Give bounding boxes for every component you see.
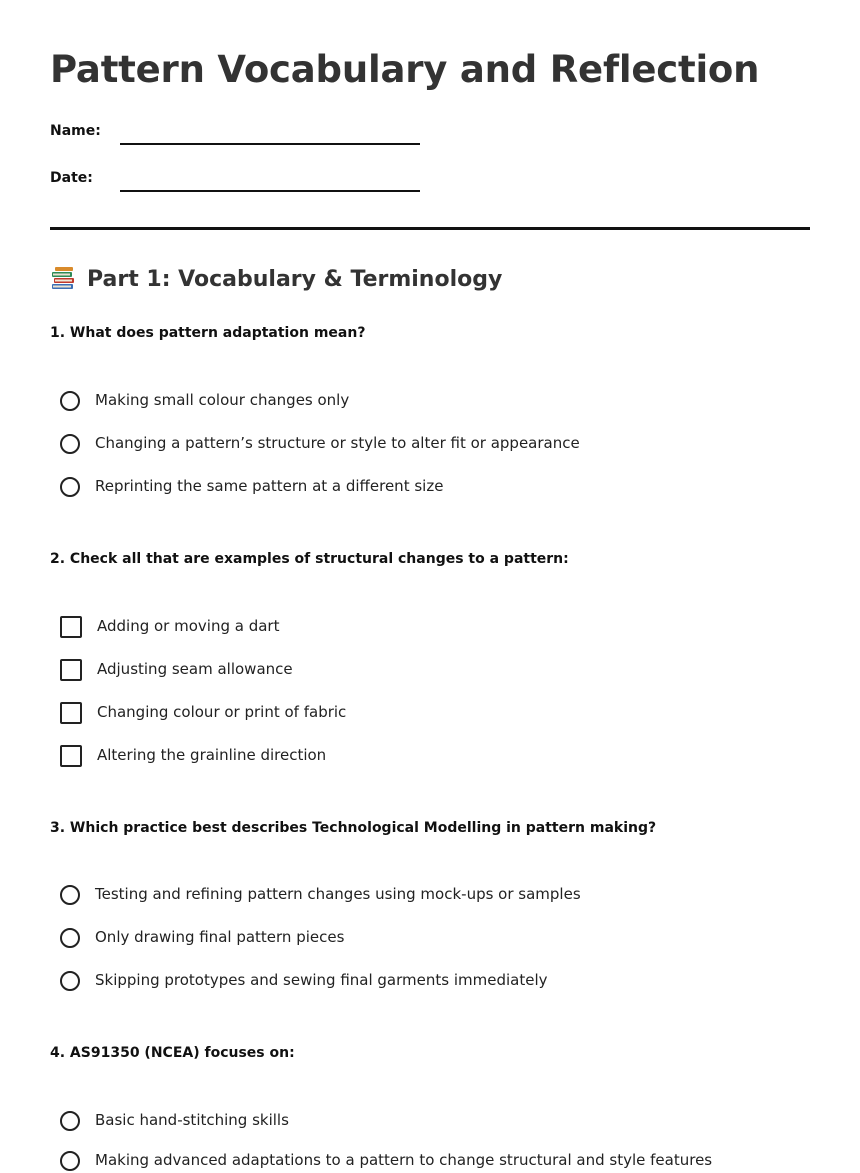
checkbox[interactable] [60, 616, 82, 638]
option-label: Testing and refining pattern changes using mock-ups or samples [95, 885, 581, 903]
option-label: Making small colour changes only [95, 391, 350, 409]
question-text: 4. AS91350 (NCEA) focuses on: [50, 1045, 295, 1061]
date-field [50, 170, 450, 200]
option-label: Only drawing final pattern pieces [95, 928, 345, 946]
option-label: Basic hand-stitching skills [95, 1111, 289, 1129]
question-text: 2. Check all that are examples of structural changes to a pattern: [50, 551, 569, 567]
q3-option-1[interactable] [60, 881, 581, 907]
option-label: Changing a pattern’s structure or style to alter fit or appearance [95, 434, 580, 452]
option-label: Reprinting the same pattern at a different size [95, 477, 444, 495]
option-label: Changing colour or print of fabric [97, 703, 347, 721]
q4-option-2[interactable] [60, 1147, 712, 1173]
section-heading-text: Part 1: Vocabulary & Terminology [87, 266, 503, 292]
option-label: Adjusting seam allowance [97, 660, 293, 678]
question-text: 3. Which practice best describes Technological Modelling in pattern making? [50, 820, 657, 836]
header-divider [50, 227, 810, 230]
q4-option-1[interactable] [60, 1107, 289, 1133]
q2-option-4[interactable] [60, 742, 326, 768]
checkbox[interactable] [60, 745, 82, 767]
option-label: Adding or moving a dart [97, 617, 280, 635]
q2-option-2[interactable] [60, 656, 293, 682]
radio-button[interactable] [60, 434, 80, 454]
radio-button[interactable] [60, 928, 80, 948]
radio-button[interactable] [60, 477, 80, 497]
q2-option-1[interactable] [60, 613, 279, 639]
q1-option-2[interactable] [60, 430, 580, 456]
section-heading [50, 266, 502, 292]
radio-button[interactable] [60, 391, 80, 411]
option-label: Altering the grainline direction [97, 746, 327, 764]
radio-button[interactable] [60, 1151, 80, 1171]
q1-option-3[interactable] [60, 473, 443, 499]
radio-button[interactable] [60, 1111, 80, 1131]
option-label: Making advanced adaptations to a pattern to change structural and style features [95, 1151, 713, 1169]
q3-option-2[interactable] [60, 924, 344, 950]
name-label: Name: [50, 123, 101, 139]
books-icon [50, 266, 76, 292]
date-label: Date: [50, 170, 93, 186]
checkbox[interactable] [60, 702, 82, 724]
q1-option-1[interactable] [60, 387, 349, 413]
option-label: Skipping prototypes and sewing final garments immediately [95, 971, 548, 989]
name-input-line[interactable] [120, 143, 420, 145]
name-field [50, 123, 450, 153]
q3-option-3[interactable] [60, 967, 548, 993]
question-text: 1. What does pattern adaptation mean? [50, 325, 366, 341]
checkbox[interactable] [60, 659, 82, 681]
q2-option-3[interactable] [60, 699, 346, 725]
radio-button[interactable] [60, 971, 80, 991]
page-title: Pattern Vocabulary and Reflection [50, 48, 760, 91]
radio-button[interactable] [60, 885, 80, 905]
date-input-line[interactable] [120, 190, 420, 192]
